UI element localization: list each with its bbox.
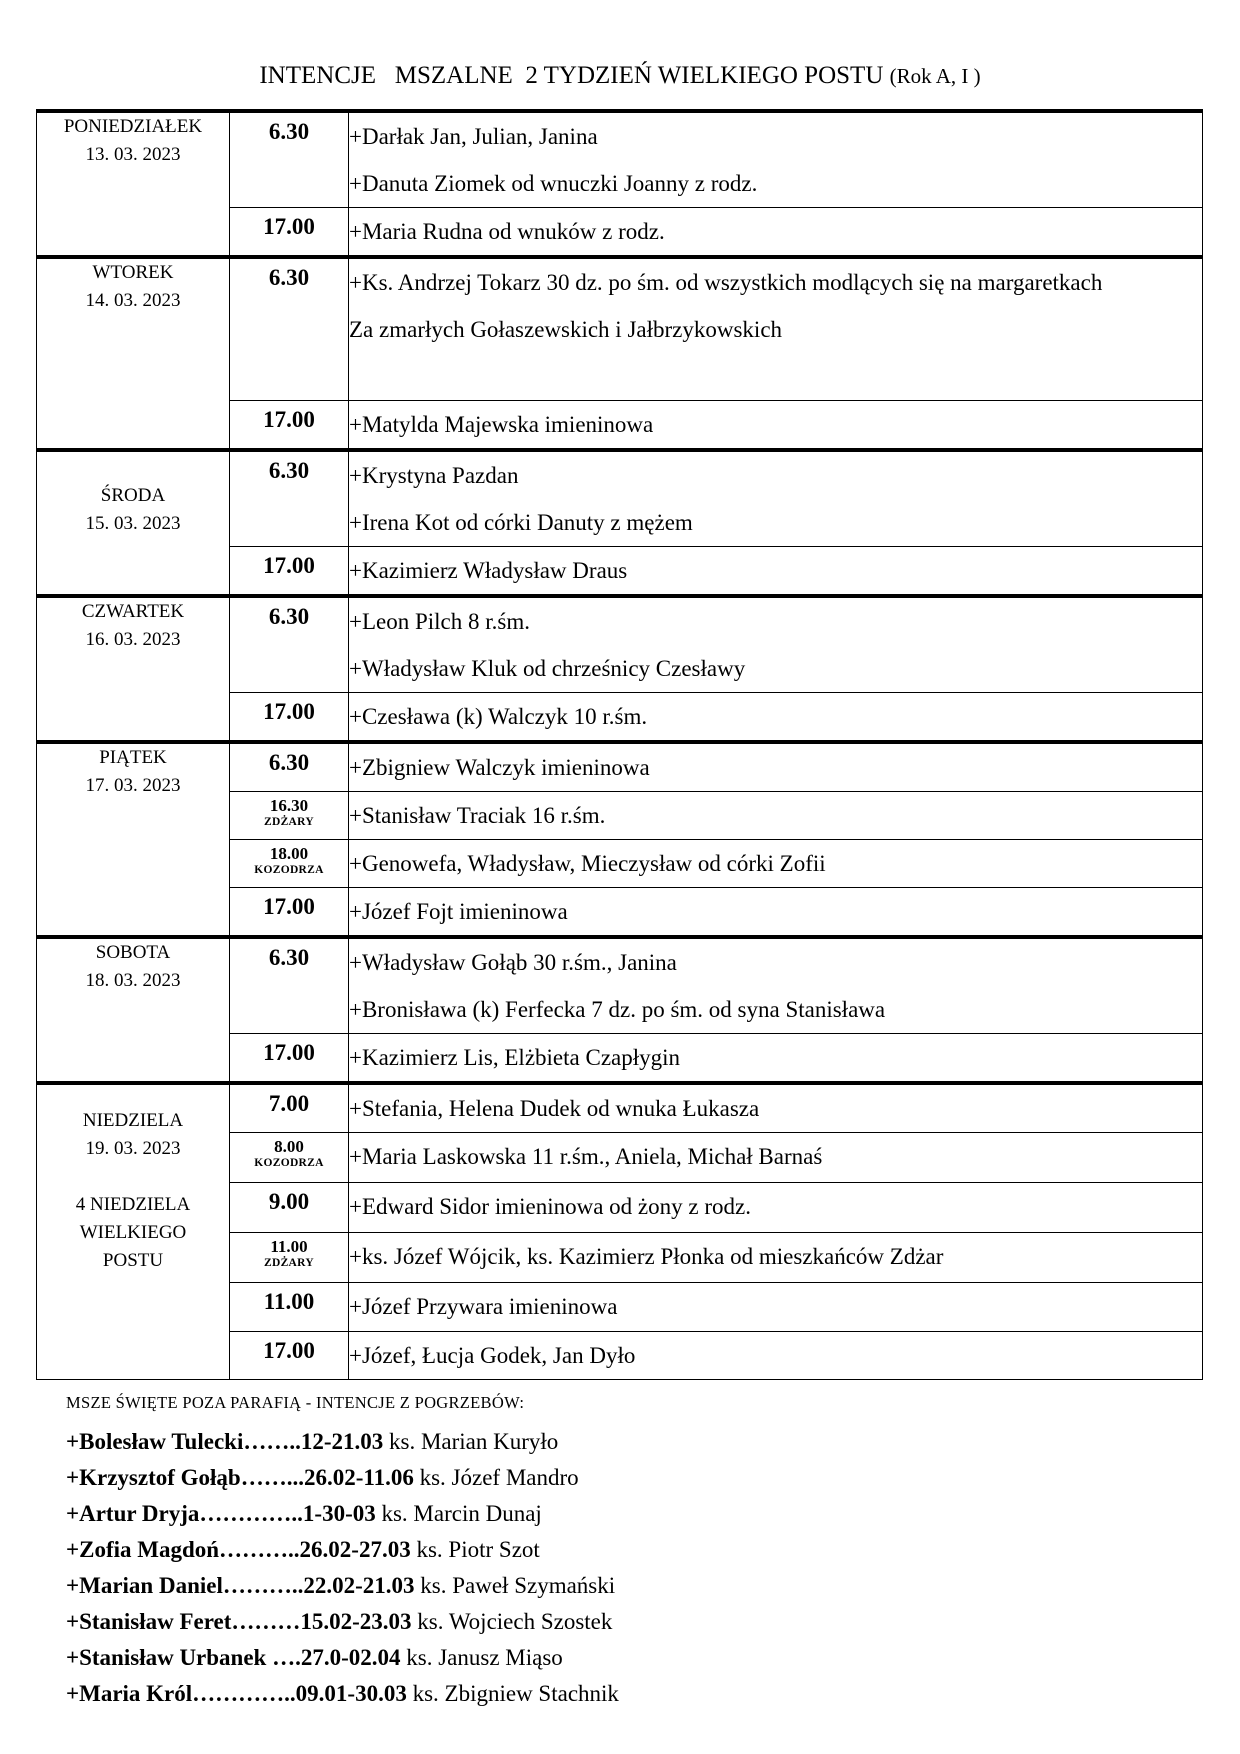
intention-line: +Władysław Kluk od chrześnicy Czesławy bbox=[349, 655, 746, 681]
mass-time-value: 17.00 bbox=[263, 1039, 315, 1065]
sunday-name-line: WIELKIEGO bbox=[79, 1221, 187, 1243]
day-cell bbox=[37, 257, 230, 450]
intention-line: +Zbigniew Walczyk imieninowa bbox=[349, 754, 650, 780]
intention-cell bbox=[349, 208, 1203, 258]
day-name: ŚRODA bbox=[100, 484, 166, 506]
date-range: 15.02-23.03 bbox=[300, 1609, 412, 1634]
intention-line: +Genowefa, Władysław, Mieczysław od córki Zofii bbox=[349, 850, 826, 876]
title-year-cycle: (Rok A, I ) bbox=[889, 64, 981, 88]
mass-time bbox=[230, 257, 349, 400]
priest-name: ks. Paweł Szymański bbox=[414, 1573, 616, 1598]
table-row bbox=[37, 450, 1203, 547]
mass-time-value: 6.30 bbox=[268, 749, 310, 775]
day-cell bbox=[37, 111, 230, 257]
intention-line: +Maria Rudna od wnuków z rodz. bbox=[349, 219, 665, 244]
mass-time-value: 7.00 bbox=[268, 1090, 310, 1116]
day-date: 15. 03. 2023 bbox=[85, 512, 181, 534]
page-title bbox=[0, 62, 1240, 90]
mass-time bbox=[230, 1331, 349, 1379]
intention-cell bbox=[349, 839, 1203, 887]
intention-line: +ks. Józef Wójcik, ks. Kazimierz Płonka od mieszkańców Zdżar bbox=[349, 1243, 944, 1269]
intention-line: +Józef Przywara imieninowa bbox=[349, 1293, 618, 1319]
priest-name: ks. Wojciech Szostek bbox=[411, 1609, 613, 1634]
funeral-intentions-list bbox=[66, 1424, 619, 1712]
intention-cell bbox=[349, 546, 1203, 596]
mass-time bbox=[230, 742, 349, 792]
mass-time-value: 6.30 bbox=[268, 603, 310, 629]
day-date: 17. 03. 2023 bbox=[85, 774, 181, 796]
intention-line: Za zmarłych Gołaszewskich i Jałbrzykowskich bbox=[349, 317, 783, 342]
date-range: 22.02-21.03 bbox=[303, 1573, 415, 1598]
mass-location: ZDŻARY bbox=[264, 1256, 314, 1269]
date-range: 12-21.03 bbox=[300, 1429, 384, 1454]
mass-time-value: 6.30 bbox=[268, 457, 310, 483]
date-range: 09.01-30.03 bbox=[295, 1681, 407, 1706]
intention-line: +Darłak Jan, Julian, Janina bbox=[349, 124, 598, 149]
sunday-name bbox=[37, 1191, 229, 1275]
day-cell bbox=[37, 742, 230, 937]
intention-line: +Maria Laskowska 11 r.śm., Aniela, Michał Barnaś bbox=[349, 1143, 823, 1169]
sunday-name-line: POSTU bbox=[102, 1249, 164, 1271]
day-name: CZWARTEK bbox=[81, 600, 185, 622]
mass-time bbox=[230, 596, 349, 693]
priest-name: ks. Józef Mandro bbox=[413, 1465, 579, 1490]
mass-time-value: 17.00 bbox=[263, 406, 315, 432]
mass-time bbox=[230, 791, 349, 839]
mass-time-value: 17.00 bbox=[263, 214, 315, 239]
date-range: 27.0-02.04 bbox=[300, 1645, 401, 1670]
deceased-name: +Artur Dryja………….. bbox=[66, 1501, 303, 1526]
mass-time bbox=[230, 692, 349, 742]
mass-location: KOZODRZA bbox=[254, 1156, 324, 1169]
mass-time bbox=[230, 450, 349, 547]
intention-cell bbox=[349, 692, 1203, 742]
list-item bbox=[66, 1568, 619, 1604]
intention-cell bbox=[349, 1132, 1203, 1182]
outside-masses-heading: MSZE ŚWIĘTE POZA PARAFIĄ - INTENCJE Z POGRZEBÓW: bbox=[66, 1393, 525, 1412]
day-name: PIĄTEK bbox=[99, 746, 167, 768]
mass-time bbox=[230, 887, 349, 937]
intention-line: +Kazimierz Władysław Draus bbox=[349, 557, 628, 583]
intention-cell bbox=[349, 257, 1203, 400]
day-cell bbox=[37, 937, 230, 1083]
table-row bbox=[37, 1083, 1203, 1133]
mass-location: KOZODRZA bbox=[254, 863, 324, 876]
intention-cell bbox=[349, 937, 1203, 1034]
mass-time-value: 6.30 bbox=[268, 119, 310, 144]
mass-time bbox=[230, 546, 349, 596]
mass-time bbox=[230, 111, 349, 208]
intention-cell bbox=[349, 1182, 1203, 1232]
day-cell bbox=[37, 450, 230, 596]
deceased-name: +Stanisław Urbanek …. bbox=[66, 1645, 301, 1670]
date-range: 26.02-27.03 bbox=[299, 1537, 411, 1562]
intention-cell bbox=[349, 1083, 1203, 1133]
intention-cell bbox=[349, 1232, 1203, 1282]
mass-time-value: 18.00 bbox=[269, 843, 309, 863]
day-name: NIEDZIELA bbox=[82, 1109, 184, 1131]
mass-time bbox=[230, 1132, 349, 1182]
intention-cell bbox=[349, 400, 1203, 450]
intention-cell bbox=[349, 887, 1203, 937]
intention-line: +Bronisława (k) Ferfecka 7 dz. po śm. od syna Stanisława bbox=[349, 996, 886, 1022]
table-row bbox=[37, 742, 1203, 792]
priest-name: ks. Marcin Dunaj bbox=[375, 1501, 542, 1526]
mass-time bbox=[230, 839, 349, 887]
intention-line: +Stanisław Traciak 16 r.śm. bbox=[349, 802, 606, 828]
intention-cell bbox=[349, 1033, 1203, 1083]
deceased-name: +Zofia Magdoń……….. bbox=[66, 1537, 300, 1562]
priest-name: ks. Janusz Miąso bbox=[400, 1645, 563, 1670]
mass-time bbox=[230, 1232, 349, 1282]
intention-line: +Edward Sidor imieninowa od żony z rodz. bbox=[349, 1193, 751, 1219]
deceased-name: +Stanisław Feret……… bbox=[66, 1609, 301, 1634]
deceased-name: +Bolesław Tulecki…….. bbox=[66, 1429, 301, 1454]
mass-time-value: 17.00 bbox=[263, 552, 315, 578]
mass-time-value: 17.00 bbox=[263, 698, 315, 724]
mass-time-value: 8.00 bbox=[274, 1136, 304, 1156]
mass-time-value: 16.30 bbox=[269, 795, 309, 815]
sunday-name-line: 4 NIEDZIELA bbox=[75, 1193, 191, 1215]
mass-time-value: 9.00 bbox=[268, 1188, 310, 1214]
intention-cell bbox=[349, 1331, 1203, 1379]
intention-line: +Danuta Ziomek od wnuczki Joanny z rodz. bbox=[349, 171, 758, 196]
intention-line: +Józef Fojt imieninowa bbox=[349, 898, 568, 924]
intention-cell bbox=[349, 450, 1203, 547]
intention-line: +Czesława (k) Walczyk 10 r.śm. bbox=[349, 703, 648, 729]
mass-time-value: 11.00 bbox=[263, 1288, 315, 1314]
day-name: PONIEDZIAŁEK bbox=[63, 116, 203, 137]
mass-time bbox=[230, 1182, 349, 1232]
day-date: 18. 03. 2023 bbox=[85, 969, 181, 991]
mass-time bbox=[230, 1083, 349, 1133]
intention-line: +Leon Pilch 8 r.śm. bbox=[349, 608, 530, 634]
mass-time bbox=[230, 937, 349, 1034]
mass-time-value: 6.30 bbox=[268, 944, 310, 970]
title-main: INTENCJE MSZALNE 2 TYDZIEŃ WIELKIEGO POSTU bbox=[259, 62, 884, 89]
intention-cell bbox=[349, 742, 1203, 792]
intention-line: +Krystyna Pazdan bbox=[349, 462, 519, 488]
mass-time-value: 17.00 bbox=[263, 1337, 315, 1363]
table-row bbox=[37, 257, 1203, 400]
list-item bbox=[66, 1460, 619, 1496]
mass-time bbox=[230, 208, 349, 258]
priest-name: ks. Marian Kuryło bbox=[383, 1429, 559, 1454]
deceased-name: +Krzysztof Gołąb……... bbox=[66, 1465, 304, 1490]
list-item bbox=[66, 1640, 619, 1676]
deceased-name: +Maria Król………….. bbox=[66, 1681, 296, 1706]
table-row bbox=[37, 596, 1203, 693]
intention-line: +Stefania, Helena Dudek od wnuka Łukasza bbox=[349, 1095, 760, 1121]
list-item bbox=[66, 1604, 619, 1640]
day-cell bbox=[37, 596, 230, 742]
day-date: 14. 03. 2023 bbox=[85, 290, 181, 311]
intention-line: +Kazimierz Lis, Elżbieta Czapłygin bbox=[349, 1044, 681, 1070]
day-date: 16. 03. 2023 bbox=[85, 628, 181, 650]
list-item bbox=[66, 1676, 619, 1712]
mass-time bbox=[230, 1033, 349, 1083]
intention-line: +Irena Kot od córki Danuty z mężem bbox=[349, 509, 693, 535]
mass-time-value: 11.00 bbox=[270, 1236, 308, 1256]
date-range: 1-30-03 bbox=[302, 1501, 376, 1526]
deceased-name: +Marian Daniel……….. bbox=[66, 1573, 304, 1598]
day-date: 13. 03. 2023 bbox=[85, 144, 181, 165]
priest-name: ks. Piotr Szot bbox=[410, 1537, 540, 1562]
priest-name: ks. Zbigniew Stachnik bbox=[406, 1681, 619, 1706]
list-item bbox=[66, 1496, 619, 1532]
list-item bbox=[66, 1532, 619, 1568]
mass-time bbox=[230, 1282, 349, 1331]
day-name: SOBOTA bbox=[95, 941, 171, 963]
day-date: 19. 03. 2023 bbox=[85, 1137, 181, 1159]
intention-cell bbox=[349, 1282, 1203, 1331]
intention-cell bbox=[349, 111, 1203, 208]
mass-time bbox=[230, 400, 349, 450]
table-row bbox=[37, 937, 1203, 1034]
day-name: WTOREK bbox=[92, 262, 174, 283]
intention-line: +Władysław Gołąb 30 r.śm., Janina bbox=[349, 949, 677, 975]
table-row bbox=[37, 111, 1203, 208]
list-item bbox=[66, 1424, 619, 1460]
intention-cell bbox=[349, 596, 1203, 693]
intention-line: +Ks. Andrzej Tokarz 30 dz. po śm. od wszystkich modlących się na margaretkach bbox=[349, 270, 1103, 295]
intention-cell bbox=[349, 791, 1203, 839]
intention-line: +Józef, Łucja Godek, Jan Dyło bbox=[349, 1342, 636, 1368]
mass-intentions-table bbox=[36, 109, 1203, 1380]
mass-time-value: 6.30 bbox=[268, 265, 310, 290]
date-range: 26.02-11.06 bbox=[303, 1465, 414, 1490]
mass-location: ZDŻARY bbox=[264, 815, 314, 828]
intention-line: +Matylda Majewska imieninowa bbox=[349, 411, 654, 437]
day-cell bbox=[37, 1083, 230, 1380]
mass-time-value: 17.00 bbox=[263, 893, 315, 919]
